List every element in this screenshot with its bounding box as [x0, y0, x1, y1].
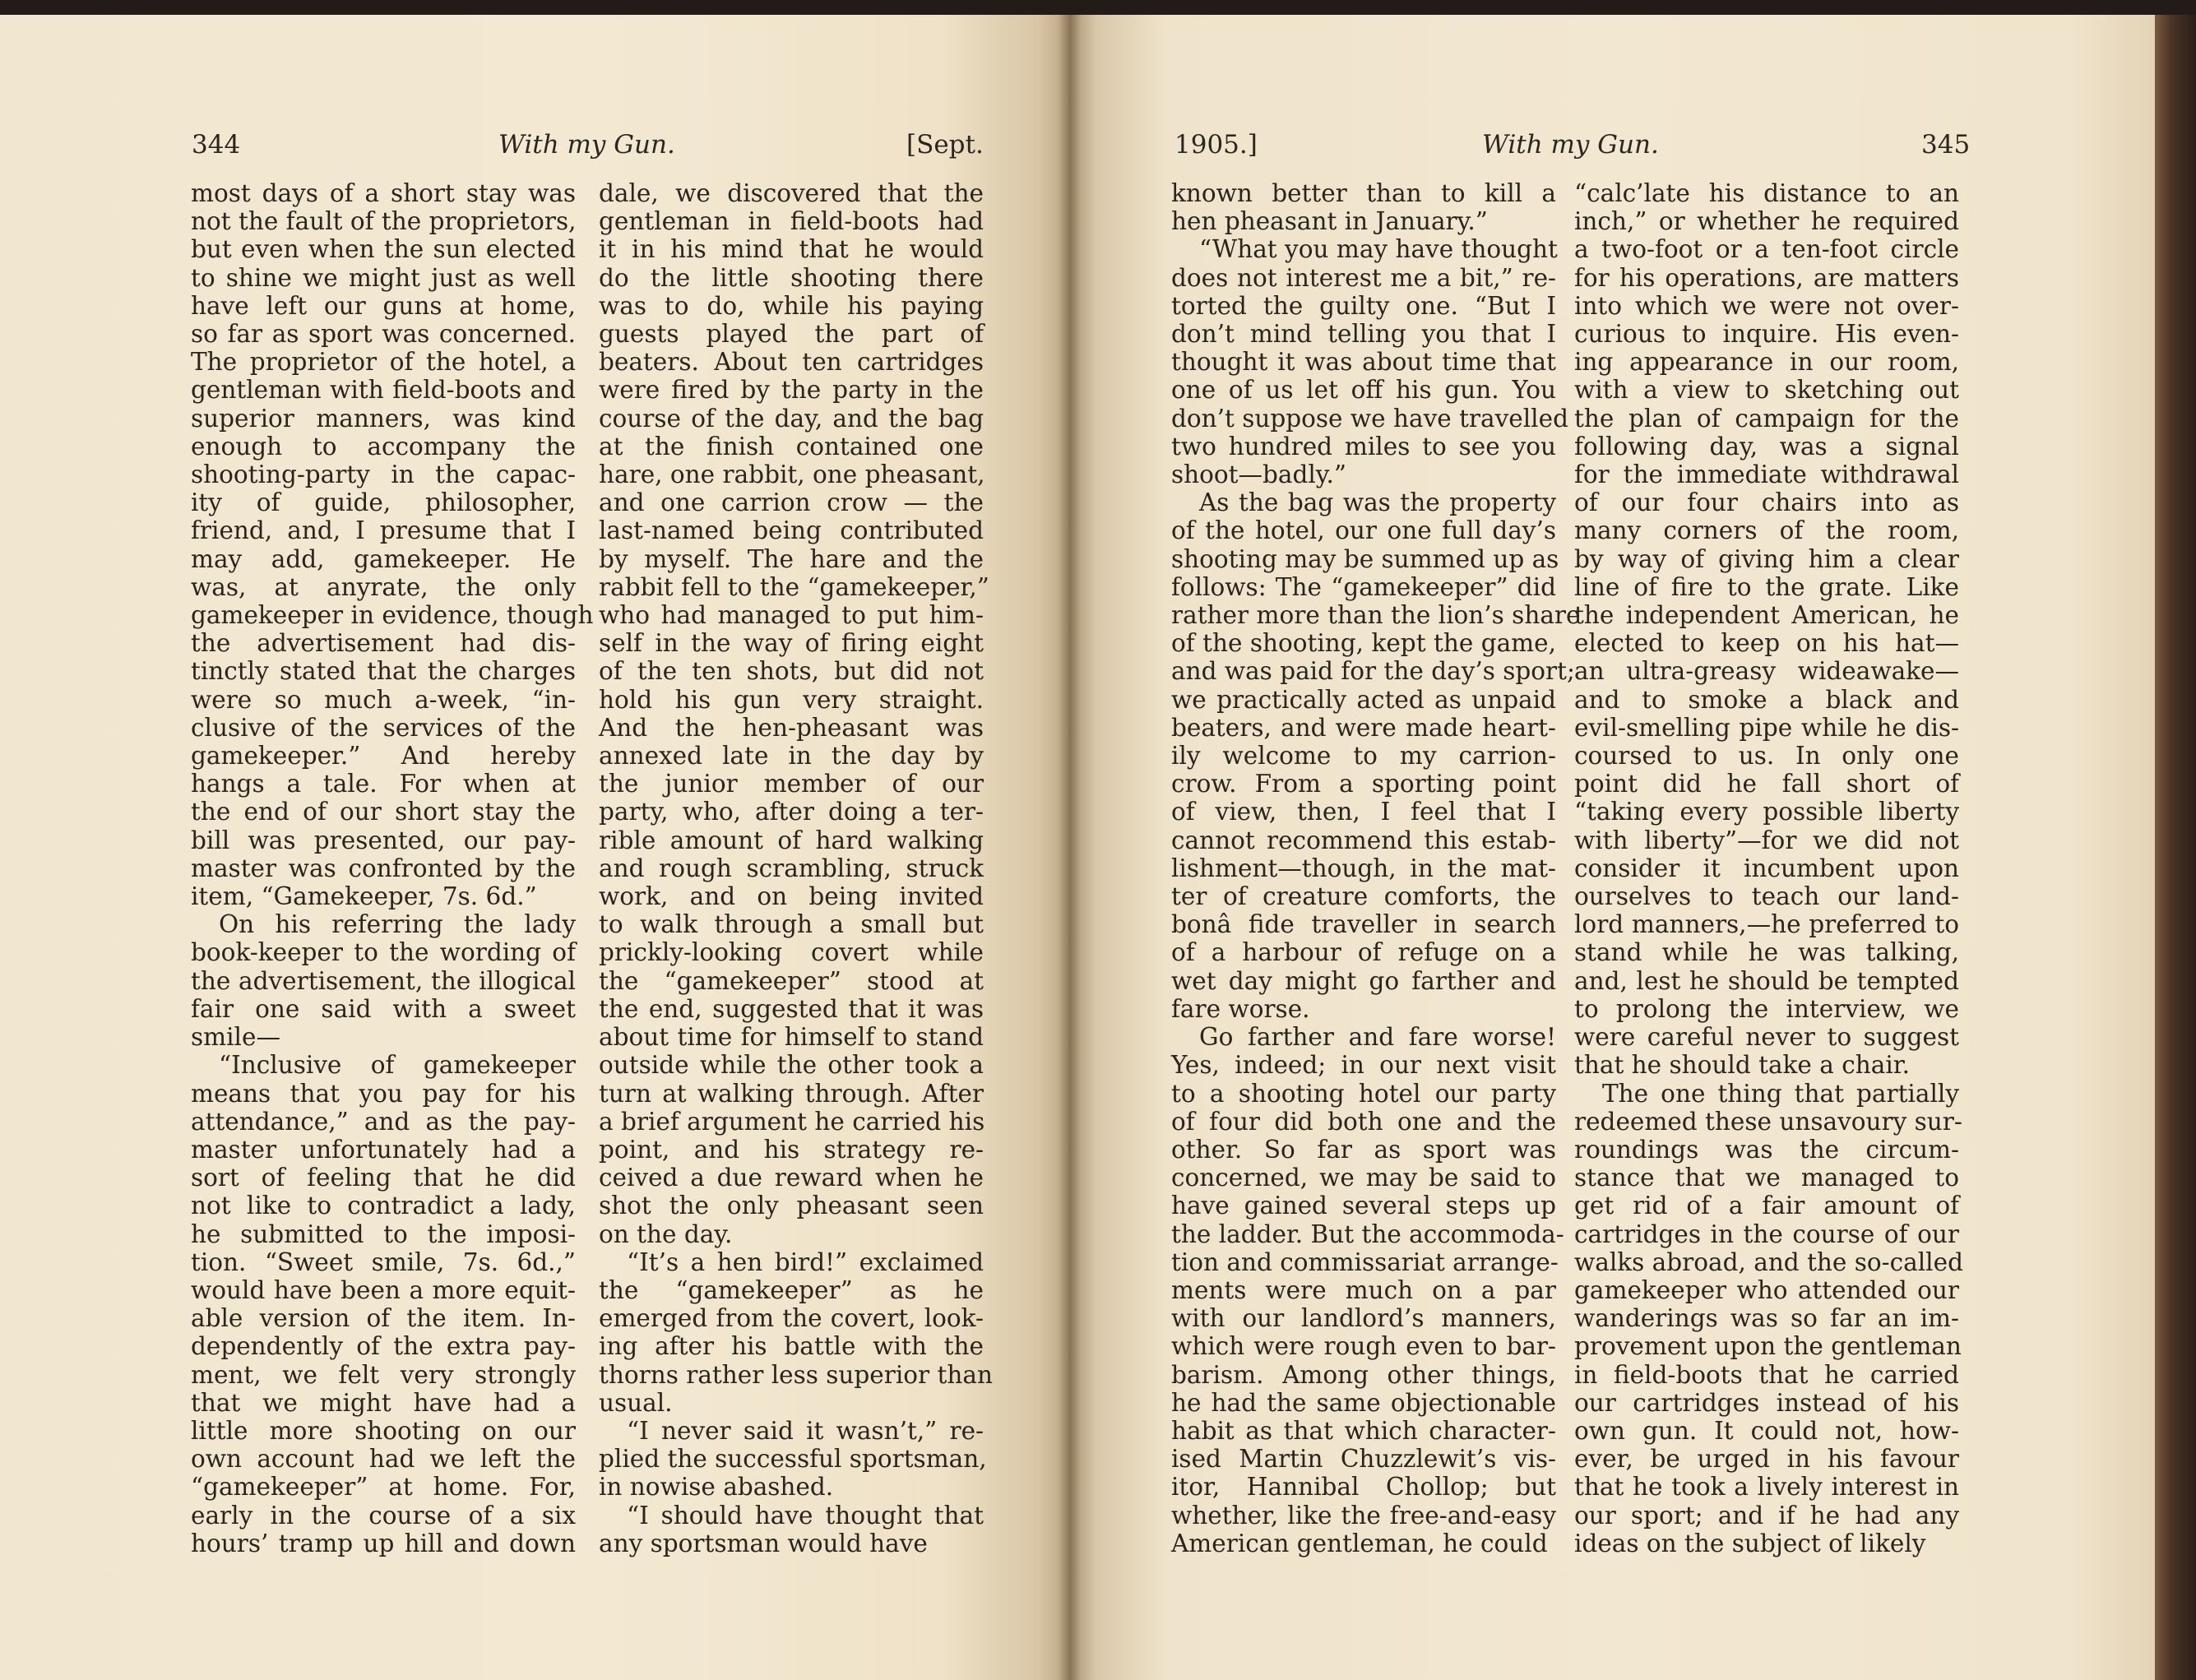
running-section-right: 1905.] [1174, 130, 1258, 160]
text-line: early in the course of a six [191, 1501, 576, 1530]
text-line: ments were much on a par [1171, 1275, 1556, 1304]
text-line: our sport; and if he had any [1574, 1501, 1959, 1530]
text-line: the ladder. But the accommoda- [1171, 1220, 1564, 1248]
text-line: and rough scrambling, struck [599, 854, 984, 882]
text-line: gamekeeper who attended our [1574, 1275, 1959, 1304]
text-line: work, and on being invited [599, 882, 984, 911]
text-line: not like to contradict a lady, [191, 1192, 576, 1220]
text-line: who had managed to put him- [599, 601, 984, 630]
text-line: the advertisement, the illogical [191, 966, 576, 995]
text-line: have gained several steps up [1171, 1192, 1556, 1220]
text-line: “Inclusive of gamekeeper [219, 1051, 576, 1080]
text-line: provement upon the gentleman [1574, 1332, 1962, 1361]
text-line: may add, gamekeeper. He [191, 544, 576, 573]
text-line: were fired by the party in the [599, 376, 984, 405]
text-line: coursed to us. In only one [1574, 742, 1959, 771]
text-line: rabbit fell to the “gamekeeper,” [599, 572, 989, 601]
text-line: of the ten shots, but did not [599, 657, 984, 686]
text-line: cannot recommend this estab- [1171, 826, 1556, 854]
text-line: dale, we discovered that the [599, 179, 984, 207]
text-line: at the finish contained one [599, 432, 984, 460]
text-line: ing appearance in our room, [1574, 348, 1959, 377]
text-line: smile— [191, 1023, 280, 1052]
text-line: whether, like the free-and-easy [1171, 1501, 1556, 1530]
running-section-left: [Sept. [906, 130, 984, 160]
text-line: we practically acted as unpaid [1171, 685, 1556, 714]
text-line: curious to inquire. His even- [1574, 320, 1959, 349]
text-line: of our four chairs into as [1574, 488, 1959, 517]
text-line: for his operations, are matters [1574, 263, 1959, 292]
text-line: little more shooting on our [191, 1416, 576, 1445]
text-line: which were rough even to bar- [1171, 1332, 1556, 1361]
text-line: for the immediate withdrawal [1574, 460, 1959, 489]
text-line: elected to keep on his hat— [1574, 629, 1959, 658]
text-line: “I never said it wasn’t,” re- [627, 1416, 984, 1445]
text-line: own account had we left the [191, 1445, 576, 1474]
text-line: outside while the other took a [599, 1051, 984, 1080]
text-line: stand while he was talking, [1574, 938, 1959, 967]
text-line: the “gamekeeper” stood at [599, 966, 984, 995]
text-line: “It’s a hen bird!” exclaimed [627, 1247, 984, 1276]
text-line: Go farther and fare worse! [1199, 1023, 1556, 1052]
text-line: so far as sport was concerned. [191, 320, 576, 349]
text-line: beaters, and were made heart- [1171, 713, 1556, 742]
text-line: the “gamekeeper” as he [599, 1275, 984, 1304]
text-line: other. So far as sport was [1171, 1135, 1556, 1164]
text-line: were so much a-week, “in- [191, 685, 576, 714]
text-line: and one carrion crow — the [599, 488, 984, 517]
text-line: don’t suppose we have travelled [1171, 404, 1568, 433]
text-line: the end, suggested that it was [599, 994, 984, 1023]
text-line: thorns rather less superior than [599, 1360, 993, 1389]
text-line: hold his gun very straight. [599, 685, 984, 714]
page-number-left: 344 [192, 130, 241, 160]
text-line: self in the way of firing eight [599, 629, 984, 658]
text-line: tinctly stated that the charges [191, 657, 576, 686]
text-line: barism. Among other things, [1171, 1360, 1556, 1389]
text-line: the junior member of our [599, 770, 984, 798]
text-line: last-named being contributed [599, 516, 984, 545]
text-line: “taking every possible liberty [1574, 798, 1959, 826]
text-line: to shine we might just as well [191, 263, 576, 292]
text-line: but even when the sun elected [191, 235, 576, 264]
text-line: dependently of the extra pay- [191, 1332, 576, 1361]
text-line: stance that we managed to [1574, 1164, 1959, 1192]
text-line: rather more than the lion’s share [1171, 601, 1581, 630]
text-line: he submitted to the imposi- [191, 1220, 576, 1248]
text-line: own gun. It could not, how- [1574, 1416, 1959, 1445]
text-line: have left our guns at home, [191, 291, 576, 320]
text-line: enough to accompany the [191, 432, 576, 460]
text-line: point, and his strategy re- [599, 1135, 984, 1164]
text-line: gentleman with field-boots and [191, 376, 576, 405]
text-line: annexed late in the day by [599, 742, 984, 771]
text-line: beaters. About ten cartridges [599, 348, 984, 377]
text-line: crow. From a sporting point [1171, 770, 1556, 798]
text-line: with our landlord’s manners, [1171, 1304, 1556, 1333]
text-line: shot the only pheasant seen [599, 1192, 984, 1220]
page-number-right: 345 [1921, 130, 1971, 160]
text-line: of view, then, I feel that I [1171, 798, 1556, 826]
text-line: do the little shooting there [599, 263, 984, 292]
text-line: course of the day, and the bag [599, 404, 984, 433]
text-line: ment, we felt very strongly [191, 1360, 576, 1389]
text-line: hours’ tramp up hill and down [191, 1529, 576, 1557]
text-line: ily welcome to my carrion- [1171, 742, 1556, 771]
text-line: wet day might go farther and [1171, 966, 1556, 995]
text-line: to prolong the interview, we [1574, 994, 1959, 1023]
text-line: known better than to kill a [1171, 179, 1556, 207]
text-line: with liberty”—for we did not [1574, 826, 1959, 854]
text-line: ity of guide, philosopher, [191, 488, 576, 517]
text-line: and to smoke a black and [1574, 685, 1959, 714]
left-page [0, 15, 1069, 1680]
text-line: item, “Gamekeeper, 7s. 6d.” [191, 882, 537, 911]
text-line: guests played the part of [599, 320, 984, 349]
text-line: shooting may be summed up as [1171, 544, 1559, 573]
text-line: following day, was a signal [1574, 432, 1959, 460]
text-line: “calc’late his distance to an [1574, 179, 1959, 207]
text-line: not the fault of the proprietors, [191, 207, 577, 236]
text-line: fare worse. [1171, 994, 1310, 1023]
text-line: and was paid for the day’s sport; [1171, 657, 1575, 686]
text-line: usual. [599, 1388, 673, 1417]
text-line: ever, be urged in his favour [1574, 1445, 1959, 1474]
text-line: master unfortunately had a [191, 1135, 576, 1164]
text-line: bill was presented, our pay- [191, 826, 576, 854]
text-line: gamekeeper in evidence, though [191, 601, 594, 630]
text-line: he had the same objectionable [1171, 1388, 1556, 1417]
text-line: turn at walking through. After [599, 1079, 984, 1108]
text-line: and, lest he should be tempted [1574, 966, 1959, 995]
text-line: clusive of the services of the [191, 713, 576, 742]
text-line: that he took a lively interest in [1574, 1473, 1959, 1502]
text-line: with a view to sketching out [1574, 376, 1959, 405]
left-column-2 [599, 179, 993, 1557]
text-line: that he should take a chair. [1574, 1051, 1911, 1080]
text-line: hen pheasant in January.” [1171, 207, 1488, 236]
text-line: redeemed these unsavoury sur- [1574, 1107, 1962, 1136]
text-line: on the day. [599, 1220, 733, 1248]
text-line: get rid of a fair amount of [1574, 1192, 1959, 1220]
text-line: friend, and, I presume that I [191, 516, 576, 545]
text-line: “What you may have thought [1199, 235, 1558, 264]
text-line: inch,” or whether he required [1574, 207, 1959, 236]
text-line: wanderings was so far an im- [1574, 1304, 1959, 1333]
right-page [1069, 15, 2155, 1680]
text-line: concerned, we may be said to [1171, 1164, 1556, 1192]
text-line: able version of the item. In- [191, 1304, 576, 1333]
text-line: point did he fall short of [1574, 770, 1959, 798]
text-line: an ultra-greasy wideawake— [1574, 657, 1959, 686]
text-line: fair one said with a sweet [191, 994, 576, 1023]
text-line: ter of creature comforts, the [1171, 882, 1556, 911]
text-line: was to do, while his paying [599, 291, 984, 320]
text-line: our cartridges instead of his [1574, 1388, 1959, 1417]
text-line: hangs a tale. For when at [191, 770, 576, 798]
text-line: would have been a more equit- [191, 1275, 576, 1304]
text-line: in nowise abashed. [599, 1473, 834, 1502]
text-line: line of fire to the grate. Like [1574, 572, 1959, 601]
text-line: does not interest me a bit,” re- [1171, 263, 1556, 292]
text-line: of a harbour of refuge on a [1171, 938, 1556, 967]
text-line: superior manners, was kind [191, 404, 576, 433]
text-line: roundings was the circum- [1574, 1135, 1959, 1164]
text-line: habit as that which character- [1171, 1416, 1556, 1445]
text-line: consider it incumbent upon [1574, 854, 1959, 882]
text-line: ourselves to teach our land- [1574, 882, 1959, 911]
text-line: one of us let off his gun. You [1171, 376, 1556, 405]
text-line: was, at anyrate, the only [191, 572, 576, 601]
text-line: any sportsman would have [599, 1529, 928, 1557]
text-line: torted the guilty one. “But I [1171, 291, 1556, 320]
text-line: the end of our short stay the [191, 798, 576, 826]
text-line: shoot—badly.” [1171, 460, 1347, 489]
text-line: As the bag was the property [1199, 488, 1556, 517]
text-line: the independent American, he [1574, 601, 1959, 630]
text-line: rible amount of hard walking [599, 826, 984, 854]
text-line: walks abroad, and the so-called [1574, 1247, 1963, 1276]
text-line: attendance,” and as the pay- [191, 1107, 576, 1136]
text-line: that we might have had a [191, 1388, 576, 1417]
running-title-left: With my Gun. [498, 130, 675, 160]
text-line: of four did both one and the [1171, 1107, 1556, 1136]
text-line: plied the successful sportsman, [599, 1445, 987, 1474]
text-line: follows: The “gamekeeper” did [1171, 572, 1556, 601]
text-line: prickly-looking covert while [599, 938, 984, 967]
text-line: sort of feeling that he did [191, 1164, 576, 1192]
text-line: in field-boots that he carried [1574, 1360, 1959, 1389]
text-line: lishment—though, in the mat- [1171, 854, 1556, 882]
text-line: Yes, indeed; in our next visit [1171, 1051, 1556, 1080]
text-line: On his referring the lady [219, 910, 576, 939]
text-line: master was confronted by the [191, 854, 576, 882]
text-line: by myself. The hare and the [599, 544, 984, 573]
text-line: the advertisement had dis- [191, 629, 576, 658]
text-line: cartridges in the course of our [1574, 1220, 1959, 1248]
text-line: by way of giving him a clear [1574, 544, 1959, 573]
text-line: a brief argument he carried his [599, 1107, 985, 1136]
text-line: shooting-party in the capac- [191, 460, 576, 489]
text-line: two hundred miles to see you [1171, 432, 1556, 460]
right-column-2 [1574, 179, 1963, 1557]
text-line: ideas on the subject of likely [1574, 1529, 1926, 1557]
text-line: book-keeper to the wording of [191, 938, 576, 967]
text-line: American gentleman, he could [1171, 1529, 1548, 1557]
text-line: And the hen-pheasant was [599, 713, 984, 742]
text-line: itor, Hannibal Chollop; but [1171, 1473, 1556, 1502]
text-line: most days of a short stay was [191, 179, 576, 207]
text-line: means that you pay for his [191, 1079, 576, 1108]
text-line: lord manners,—he preferred to [1574, 910, 1959, 939]
book-cover-edge [2155, 15, 2196, 1680]
text-line: gentleman in field-boots had [599, 207, 984, 236]
text-line: gamekeeper.” And hereby [191, 742, 576, 771]
text-line: ing after his battle with the [599, 1332, 984, 1361]
text-line: tion and commissariat arrange- [1171, 1247, 1559, 1276]
text-line: about time for himself to stand [599, 1023, 984, 1052]
text-line: tion. “Sweet smile, 7s. 6d.,” [191, 1247, 576, 1276]
text-line: many corners of the room, [1574, 516, 1959, 545]
text-line: don’t mind telling you that I [1171, 320, 1556, 349]
text-line: ceived a due reward when he [599, 1164, 984, 1192]
book-gutter [1058, 15, 1081, 1680]
text-line: the plan of campaign for the [1574, 404, 1959, 433]
text-line: The proprietor of the hotel, a [191, 348, 576, 377]
text-line: bonâ fide traveller in search [1171, 910, 1556, 939]
text-line: of the shooting, kept the game, [1171, 629, 1556, 658]
left-column-1 [191, 179, 594, 1557]
text-line: into which we were not over- [1574, 291, 1959, 320]
text-line: hare, one rabbit, one pheasant, [599, 460, 985, 489]
text-line: party, who, after doing a ter- [599, 798, 984, 826]
text-line: to walk through a small but [599, 910, 984, 939]
text-line: thought it was about time that [1171, 348, 1556, 377]
text-line: ised Martin Chuzzlewit’s vis- [1171, 1445, 1556, 1474]
text-line: of the hotel, our one full day’s [1171, 516, 1556, 545]
text-line: to a shooting hotel our party [1171, 1079, 1556, 1108]
text-line: a two-foot or a ten-foot circle [1574, 235, 1959, 264]
text-line: “I should have thought that [627, 1501, 984, 1530]
text-line: emerged from the covert, look- [599, 1304, 984, 1333]
text-line: evil-smelling pipe while he dis- [1574, 713, 1959, 742]
text-line: The one thing that partially [1602, 1079, 1959, 1108]
text-line: “gamekeeper” at home. For, [191, 1473, 576, 1502]
text-line: it in his mind that he would [599, 235, 984, 264]
right-column-1 [1171, 179, 1581, 1557]
text-line: were careful never to suggest [1574, 1023, 1959, 1052]
running-title-right: With my Gun. [1482, 130, 1659, 160]
